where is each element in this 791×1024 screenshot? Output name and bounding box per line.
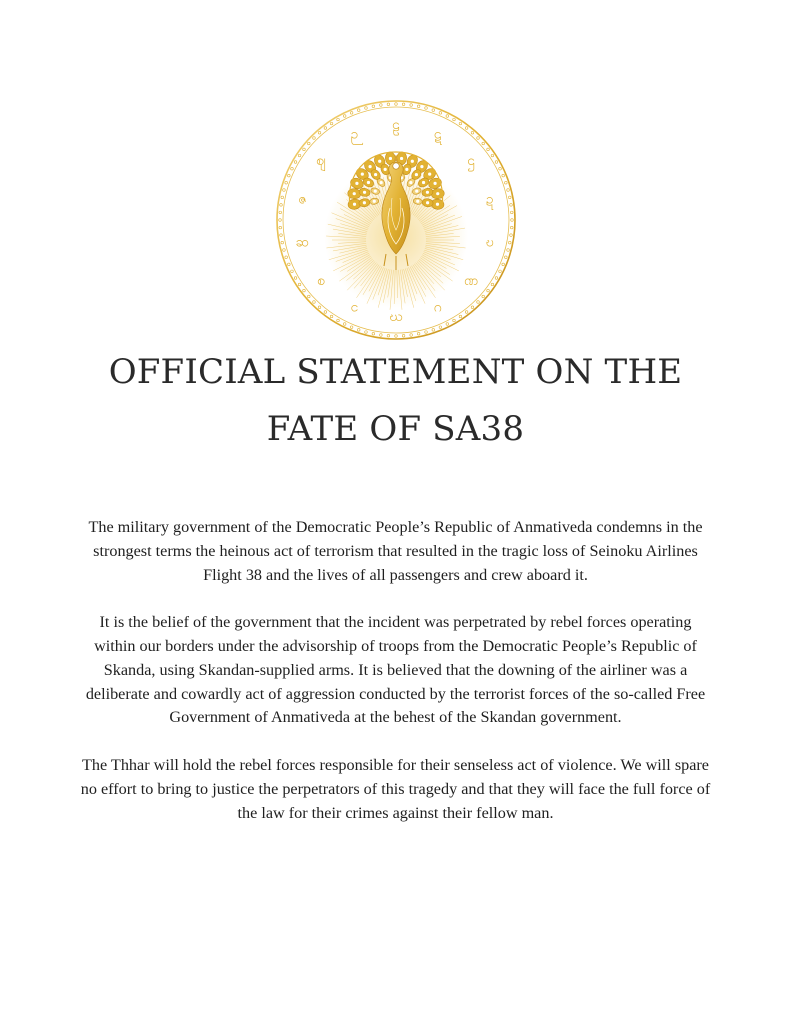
seal-glyph: ဇ: [298, 191, 307, 208]
seal-glyph: ဍ: [485, 191, 494, 208]
title-line-2: FATE OF SA38: [266, 409, 525, 449]
peacock-seal-icon: [274, 98, 518, 342]
seal-glyph: ဃ: [389, 309, 403, 325]
seal-glyph: စ: [317, 272, 325, 289]
title-line-1: OFFICIAL STATEMENT ON THE: [108, 352, 683, 392]
seal-glyph: ဈ: [316, 153, 326, 170]
seal-glyph: ဠ: [392, 117, 400, 133]
seal-glyph: ဆ: [295, 234, 310, 251]
statement-body: [80, 516, 711, 849]
statement-paragraph-2: It is the belief of the government that the incident was perpetrated by rebel forces operating within our borders under the advisorship of troops from the Democratic People’s Republic of Skanda, using Skandan-supplied arms. It is believed that the downing of the airliner was a deliberate and cowardly act of aggression conducted by the terrorist forces of the so-called Free Government of Anmativeda at the behest of the Skandan government.: [85, 613, 706, 727]
seal-glyph: င: [350, 299, 359, 316]
seal-glyph: ဉ: [350, 126, 359, 143]
statement-paragraph-3: The Thhar will hold the rebel forces responsible for their senseless act of violence. We will spare no effort to bring to justice the perpetrators of this tragedy and that they will face the full force of the law for their crimes against their fellow man.: [80, 755, 711, 822]
seal-glyph: ဋ: [433, 126, 442, 143]
seal-glyph: ဎ: [485, 234, 494, 251]
statement-paragraph-1: The military government of the Democratic People’s Republic of Anmativeda condemns in the strongest terms the heinous act of terrorism that resulted in the tragic loss of Seinoku Airlines Flight 38 and the lives of all passengers and crew aboard it.: [88, 518, 703, 584]
page-title: [60, 344, 731, 458]
seal-glyph: ဌ: [467, 153, 475, 170]
seal-glyph: ဂ: [433, 299, 442, 316]
seal-glyph: ဏ: [464, 272, 479, 289]
